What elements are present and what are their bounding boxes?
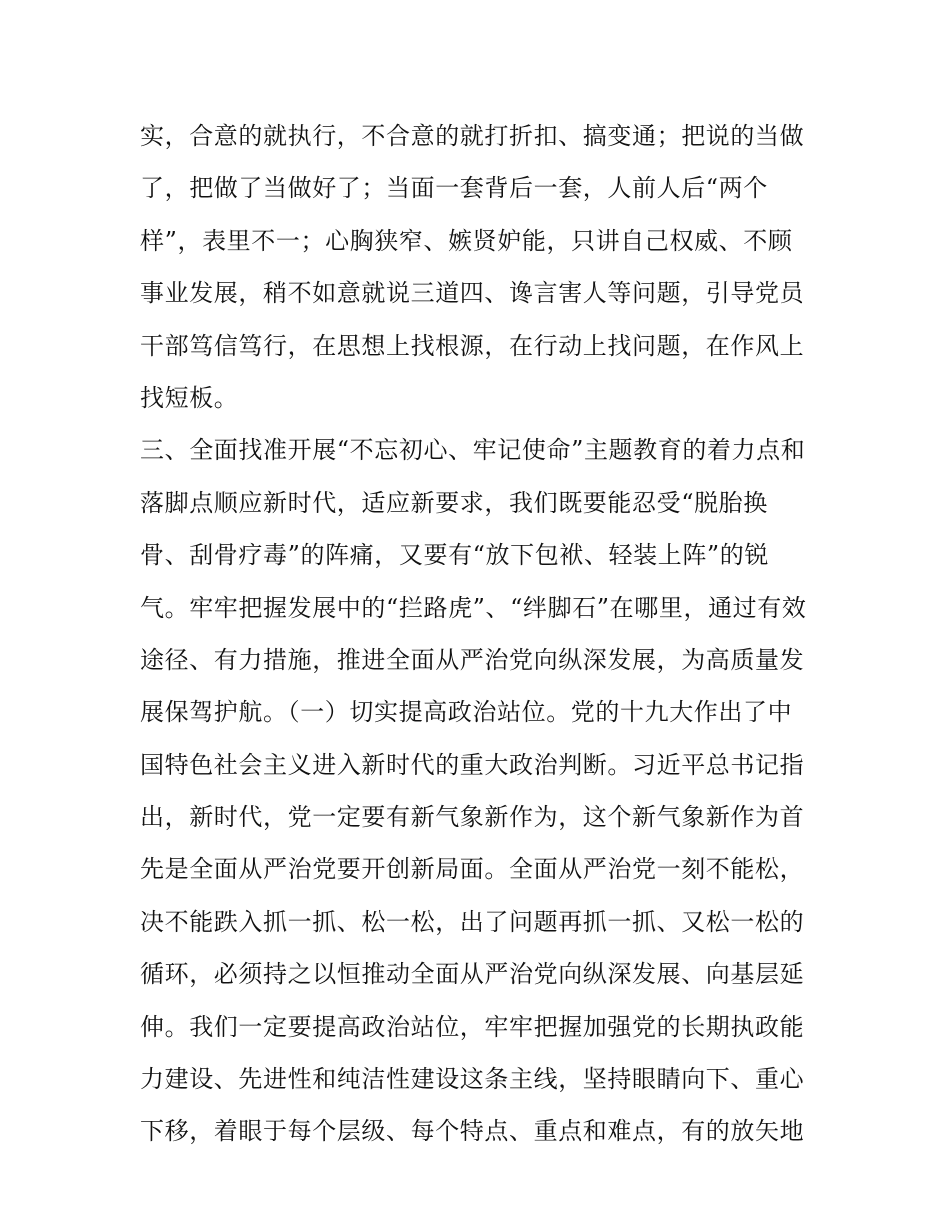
text-line: 骨、刮骨疗毒”的阵痛，又要有“放下包袱、轻装上阵”的锐 xyxy=(140,541,770,570)
text-line: 落脚点顺应新时代，适应新要求，我们既要能忍受“脱胎换 xyxy=(140,488,768,517)
text-line: 展保驾护航。（一）切实提高政治站位。党的十九大作出了中 xyxy=(140,698,793,727)
text-line: 找短板。 xyxy=(140,383,239,412)
text-line: 先是全面从严治党要开创新局面。全面从严治党一刻不能松， xyxy=(140,855,805,884)
text-line: 出，新时代，党一定要有新气象新作为，这个新气象新作为首 xyxy=(140,803,805,832)
text-line: 实，合意的就执行，不合意的就打折扣、搞变通；把说的当做 xyxy=(140,122,805,150)
text-line: 伸。我们一定要提高政治站位，牢牢把握加强党的长期执政能 xyxy=(140,1012,805,1041)
text-line: 样”，表里不一；心胸狭窄、嫉贤妒能，只讲自己权威、不顾 xyxy=(140,226,793,255)
text-line: 途径、有力措施，推进全面从严治党向纵深发展，为高质量发 xyxy=(140,645,805,674)
text-line: 事业发展，稍不如意就说三道四、谗言害人等问题，引导党员 xyxy=(140,279,805,308)
text-line: 国特色社会主义进入新时代的重大政治判断。习近平总书记指 xyxy=(140,750,805,779)
text-line: 循环，必须持之以恒推动全面从严治党向纵深发展、向基层延 xyxy=(140,960,805,989)
text-line: 气。牢牢把握发展中的“拦路虎”、“绊脚石”在哪里，通过有效 xyxy=(140,593,807,622)
text-line: 干部笃信笃行，在思想上找根源，在行动上找问题，在作风上 xyxy=(140,331,805,360)
section-heading-line: 三、全面找准开展“不忘初心、牢记使命”主题教育的着力点和 xyxy=(140,436,806,465)
body-text xyxy=(140,110,820,1158)
text-line: 力建设、先进性和纯洁性建设这条主线，坚持眼睛向下、重心 xyxy=(140,1065,805,1094)
text-line: 下移，着眼于每个层级、每个特点、重点和难点，有的放矢地 xyxy=(140,1117,805,1146)
text-line: 决不能跌入抓一抓、松一松，出了问题再抓一抓、又松一松的 xyxy=(140,907,805,936)
text-line: 了，把做了当做好了；当面一套背后一套，人前人后“两个 xyxy=(140,174,768,203)
